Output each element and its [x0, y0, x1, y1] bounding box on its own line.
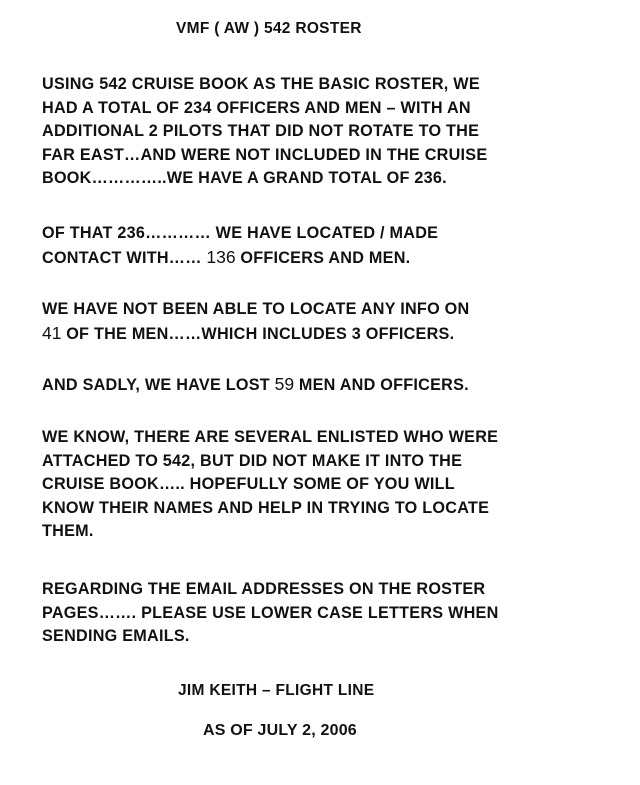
text-line: BOOK…………..WE HAVE A GRAND TOTAL OF 236.: [42, 169, 447, 188]
text-line: SENDING EMAILS.: [42, 627, 190, 646]
text-line: ATTACHED TO 542, BUT DID NOT MAKE IT INTO THE: [42, 451, 463, 470]
text-line: PAGES……. PLEASE USE LOWER CASE LETTERS WHEN: [42, 603, 499, 622]
not-located-count: 41: [42, 322, 62, 343]
located-count: 136: [206, 246, 236, 267]
paragraph-email-note: [42, 578, 622, 649]
text-fragment: OF THE MEN……WHICH INCLUDES 3 OFFICERS.: [61, 324, 455, 343]
document-title: VMF ( AW ) 542 ROSTER: [176, 20, 362, 37]
text-line: THEM.: [42, 522, 94, 541]
paragraph-lost: [42, 373, 622, 398]
paragraph-roster-totals: [42, 73, 622, 191]
signature-line: JIM KEITH – FLIGHT LINE: [178, 682, 375, 699]
text-fragment: CONTACT WITH……: [42, 248, 207, 267]
text-line: ADDITIONAL 2 PILOTS THAT DID NOT ROTATE TO THE: [42, 122, 480, 141]
text-line: FAR EAST…AND WERE NOT INCLUDED IN THE CRUISE: [42, 145, 488, 164]
paragraph-located: [42, 222, 622, 270]
text-fragment: MEN AND OFFICERS.: [294, 376, 469, 394]
text-line: [42, 373, 622, 398]
text-line: HAD A TOTAL OF 234 OFFICERS AND MEN – WITH AN: [42, 98, 471, 117]
text-line: KNOW THEIR NAMES AND HELP IN TRYING TO LOCATE: [42, 498, 490, 517]
text-line: WE KNOW, THERE ARE SEVERAL ENLISTED WHO WERE: [42, 428, 499, 446]
text-line: [42, 246, 622, 271]
text-fragment: AND SADLY, WE HAVE LOST: [42, 376, 275, 394]
text-fragment: OFFICERS AND MEN.: [235, 248, 411, 267]
paragraph-enlisted: [42, 426, 622, 544]
text-line: REGARDING THE EMAIL ADDRESSES ON THE ROSTER: [42, 580, 486, 598]
text-line: CRUISE BOOK….. HOPEFULLY SOME OF YOU WILL: [42, 475, 455, 494]
paragraph-not-located: [42, 298, 622, 346]
lost-count: 59: [274, 374, 295, 394]
text-line: USING 542 CRUISE BOOK AS THE BASIC ROSTER, WE: [42, 75, 480, 93]
text-line: WE HAVE NOT BEEN ABLE TO LOCATE ANY INFO ON: [42, 300, 470, 318]
text-line: OF THAT 236………… WE HAVE LOCATED / MADE: [42, 224, 439, 242]
text-line: [42, 322, 622, 347]
date-line: AS OF JULY 2, 2006: [203, 722, 357, 739]
